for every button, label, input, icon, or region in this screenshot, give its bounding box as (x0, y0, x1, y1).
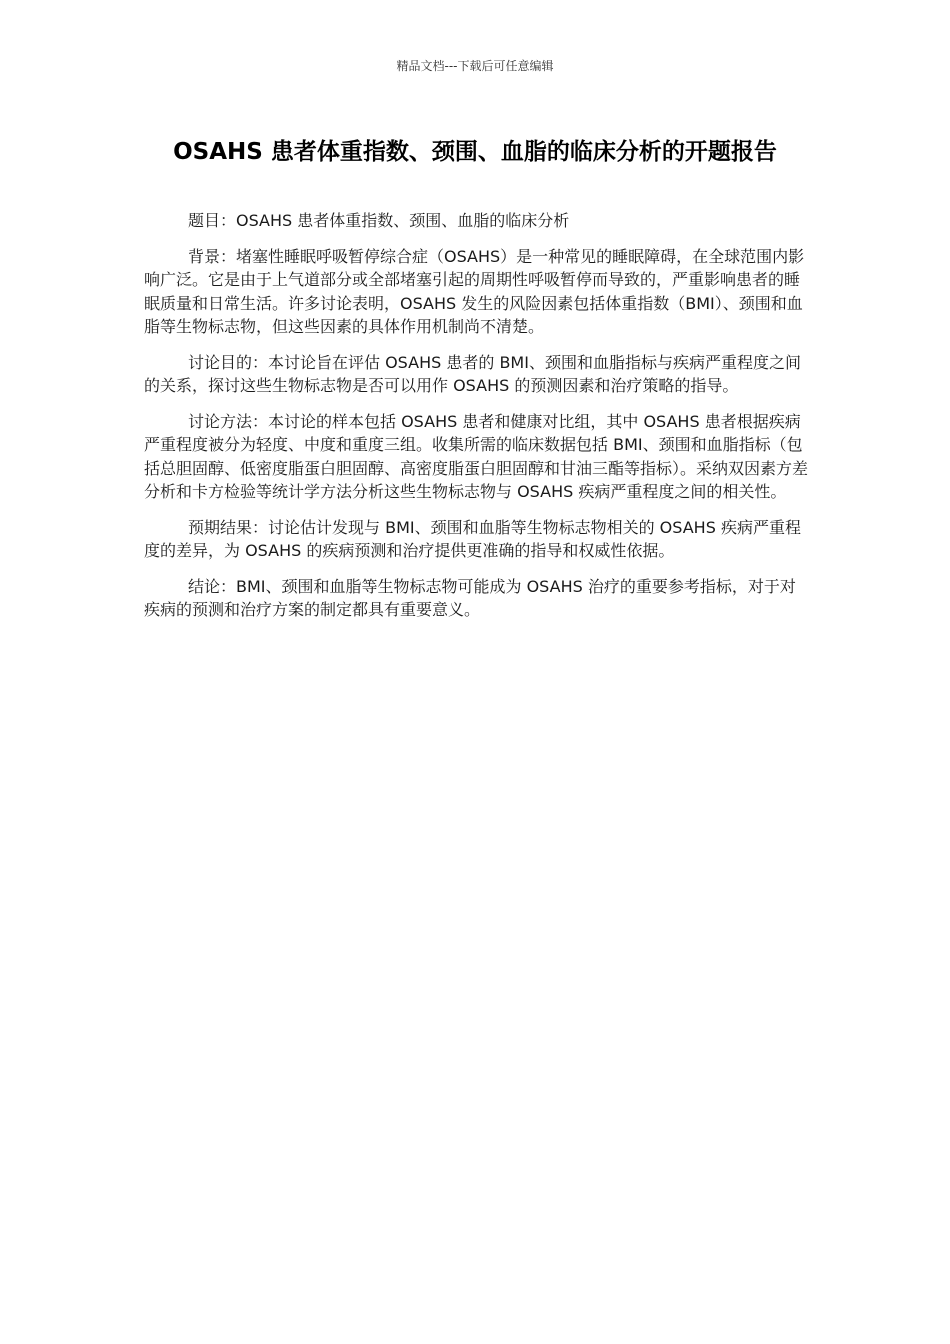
document-title: OSAHS 患者体重指数、颈围、血脂的临床分析的开题报告 (173, 139, 777, 165)
paragraph-background: 背景：堵塞性睡眠呼吸暂停综合症（OSAHS）是一种常见的睡眠障碍，在全球范围内影响广泛。它是由于上气道部分或全部堵塞引起的周期性呼吸暂停而导致的，严重影响患者的睡眠质量和日常生活。许多讨论表明，OSAHS 发生的风险因素包括体重指数（BMI）、颈围和血脂等生物标志物，但这些因素的具体作用机制尚不清楚。 (144, 246, 805, 336)
paragraph-methods: 讨论方法：本讨论的样本包括 OSAHS 患者和健康对比组，其中 OSAHS 患者根据疾病严重程度被分为轻度、中度和重度三组。收集所需的临床数据包括 BMI、颈围和血脂指标（包括总胆固醇、低密度脂蛋白胆固醇、高密度脂蛋白胆固醇和甘油三酯等指标）。采纳双因素方差分析和卡方检验等统计学方法分析这些生物标志物与 OSAHS 疾病严重程度之间的相关性。 (144, 411, 809, 501)
paragraph-topic: 题目：OSAHS 患者体重指数、颈围、血脂的临床分析 (188, 211, 570, 230)
document-body (144, 209, 808, 634)
paragraph-expected-results: 预期结果：讨论估计发现与 BMI、颈围和血脂等生物标志物相关的 OSAHS 疾病严重程度的差异，为 OSAHS 的疾病预测和治疗提供更准确的指导和权威性依据。 (144, 517, 801, 560)
page-header: 精品文档---下载后可任意编辑 (396, 59, 554, 73)
paragraph-objective: 讨论目的：本讨论旨在评估 OSAHS 患者的 BMI、颈围和血脂指标与疾病严重程度之间的关系，探讨这些生物标志物是否可以用作 OSAHS 的预测因素和治疗策略的指导。 (144, 352, 801, 395)
paragraph-conclusion: 结论：BMI、颈围和血脂等生物标志物可能成为 OSAHS 治疗的重要参考指标，对于对疾病的预测和治疗方案的制定都具有重要意义。 (144, 576, 796, 619)
